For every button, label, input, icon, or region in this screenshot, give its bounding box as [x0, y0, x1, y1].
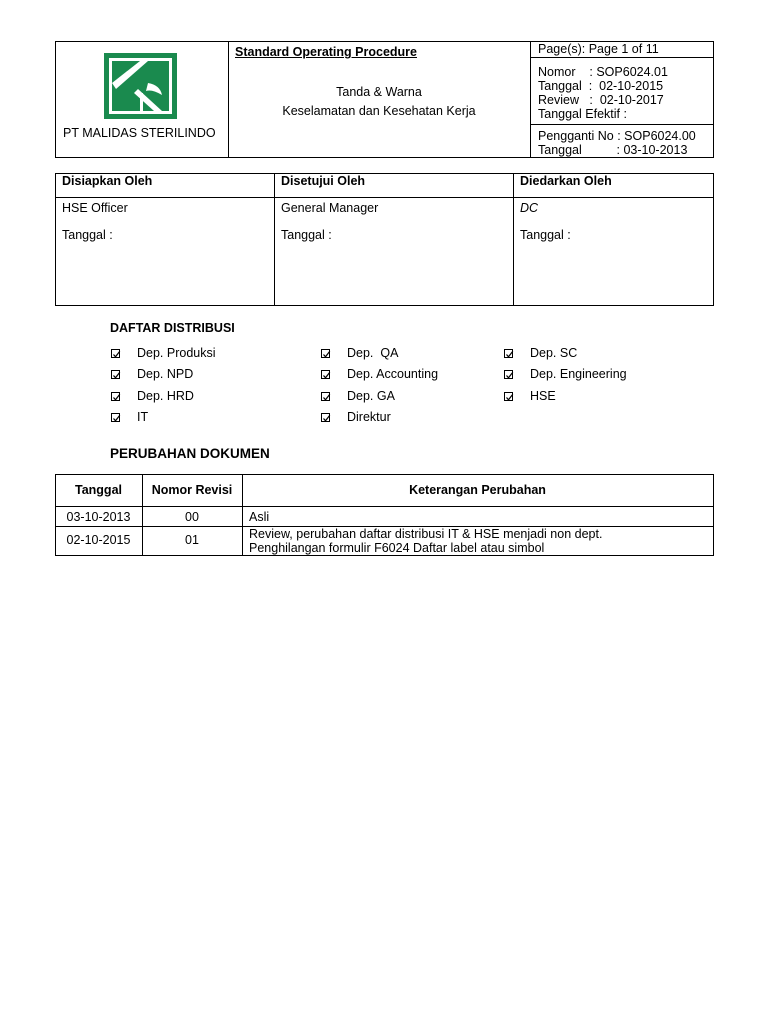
prepared-by-header: Disiapkan Oleh	[62, 174, 153, 188]
distribution-item: Dep. NPD	[137, 367, 194, 381]
doc-type: Standard Operating Procedure	[235, 45, 417, 59]
changes-header-date: Tanggal	[75, 483, 122, 497]
distribution-item: Dep. Accounting	[347, 367, 439, 381]
checkbox-checked-icon	[111, 349, 120, 358]
distribution-title: DAFTAR DISTRIBUSI	[110, 321, 235, 335]
distribution-item: IT	[137, 410, 149, 424]
table-row-2-revision: 01	[185, 533, 199, 547]
distributed-by-header: Diedarkan Oleh	[520, 174, 612, 188]
checkbox-checked-icon	[321, 392, 330, 401]
doc-date: Tanggal : 02-10-2015	[538, 79, 664, 93]
approved-by-role: General Manager	[281, 201, 379, 215]
table-row-2-description-line1: Review, perubahan daftar distribusi IT & HSE menjadi non dept.	[249, 527, 603, 541]
changes-header-description: Keterangan Perubahan	[409, 483, 546, 497]
table-row-2-date: 02-10-2015	[66, 533, 131, 547]
prepared-by-role: HSE Officer	[62, 201, 128, 215]
checkbox-checked-icon	[504, 392, 513, 401]
distribution-item: Dep. GA	[347, 389, 395, 403]
table-row-1-description: Asli	[249, 510, 270, 524]
replacement-number: Pengganti No : SOP6024.00	[538, 129, 696, 143]
doc-title-line1: Tanda & Warna	[336, 85, 422, 99]
distribution-item: HSE	[530, 389, 556, 403]
distribution-item: Dep. SC	[530, 346, 578, 360]
replacement-date: Tanggal : 03-10-2013	[538, 143, 688, 157]
checkbox-checked-icon	[111, 392, 120, 401]
page-count: Page(s): Page 1 of 11	[538, 42, 659, 56]
checkbox-checked-icon	[321, 413, 330, 422]
checkbox-checked-icon	[321, 349, 330, 358]
changes-header-revision: Nomor Revisi	[151, 483, 233, 497]
distribution-item: Dep. Engineering	[530, 367, 627, 381]
company-logo	[104, 53, 177, 119]
distribution-item: Dep. Produksi	[137, 346, 216, 360]
doc-title-line2: Keselamatan dan Kesehatan Kerja	[282, 104, 476, 118]
changes-title: PERUBAHAN DOKUMEN	[110, 446, 270, 461]
distribution-item: Dep. HRD	[137, 389, 194, 403]
table-row-1-revision: 00	[185, 510, 199, 524]
approved-by-date: Tanggal :	[281, 228, 332, 242]
doc-number: Nomor : SOP6024.01	[538, 65, 668, 79]
approved-by-header: Disetujui Oleh	[281, 174, 366, 188]
distribution-item: Direktur	[347, 410, 391, 424]
doc-review: Review : 02-10-2017	[538, 93, 664, 107]
distributed-by-role: DC	[520, 201, 539, 215]
checkbox-checked-icon	[504, 349, 513, 358]
prepared-by-date: Tanggal :	[62, 228, 113, 242]
checkbox-checked-icon	[111, 413, 120, 422]
distribution-item: Dep. QA	[347, 346, 399, 360]
company-name: PT MALIDAS STERILINDO	[63, 126, 216, 140]
checkbox-checked-icon	[321, 370, 330, 379]
table-row-1-date: 03-10-2013	[66, 510, 131, 524]
checkbox-checked-icon	[504, 370, 513, 379]
table-row-2-description-line2: Penghilangan formulir F6024 Daftar label atau simbol	[249, 541, 545, 555]
checkbox-checked-icon	[111, 370, 120, 379]
doc-effective: Tanggal Efektif :	[538, 107, 627, 121]
distributed-by-date: Tanggal :	[520, 228, 571, 242]
